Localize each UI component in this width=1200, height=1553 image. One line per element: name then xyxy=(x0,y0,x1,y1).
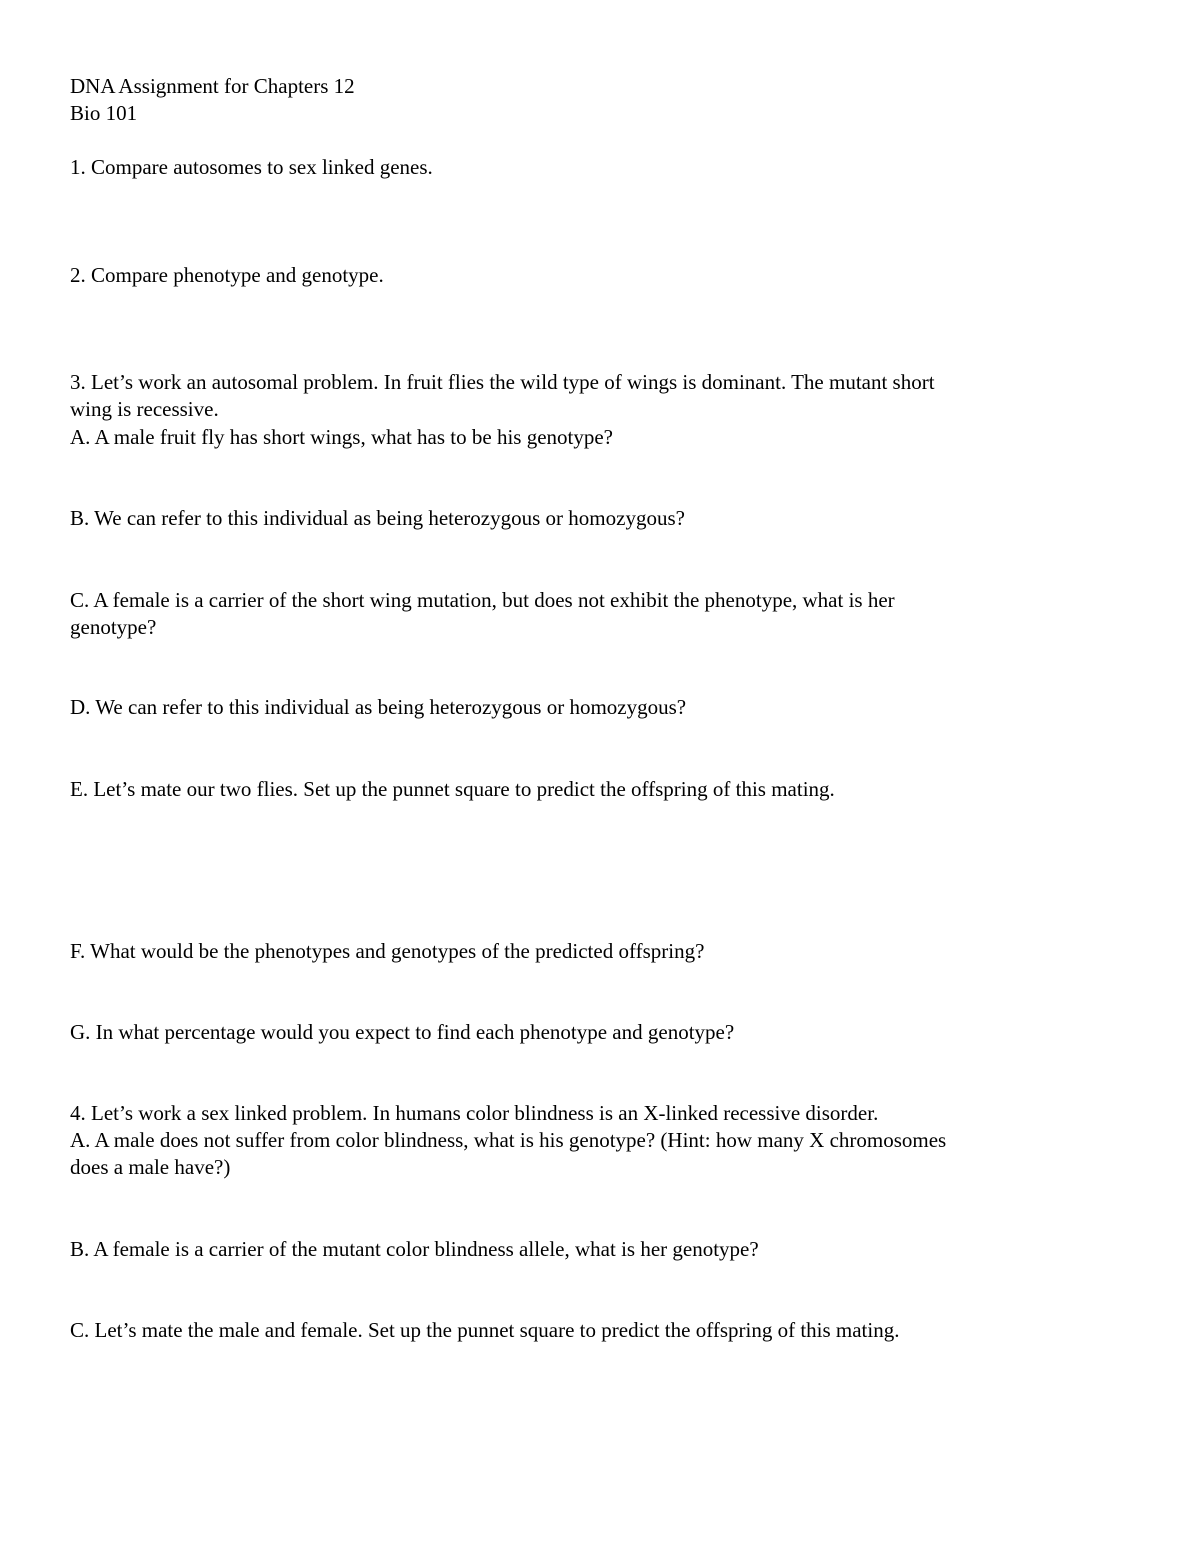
question-3c: C. A female is a carrier of the short wing mutation, but does not exhibit the phenotype, what is her xyxy=(70,588,895,612)
question-4b: B. A female is a carrier of the mutant color blindness allele, what is her genotype? xyxy=(70,1237,759,1261)
question-4a-cont: does a male have?) xyxy=(70,1155,231,1179)
question-4-intro: 4. Let’s work a sex linked problem. In humans color blindness is an X-linked recessive disorder. xyxy=(70,1101,879,1125)
question-4a: A. A male does not suffer from color blindness, what is his genotype? (Hint: how many X chromosomes xyxy=(70,1128,947,1152)
question-3g: G. In what percentage would you expect to find each phenotype and genotype? xyxy=(70,1020,735,1044)
question-3d: D. We can refer to this individual as being heterozygous or homozygous? xyxy=(70,695,687,719)
question-3c-cont: genotype? xyxy=(70,615,157,639)
question-3-intro: 3. Let’s work an autosomal problem. In fruit flies the wild type of wings is dominant. The mutant short xyxy=(70,370,935,394)
question-3e: E. Let’s mate our two flies. Set up the punnet square to predict the offspring of this mating. xyxy=(70,777,835,801)
question-3a: A. A male fruit fly has short wings, what has to be his genotype? xyxy=(70,425,613,449)
document-title: DNA Assignment for Chapters 12 xyxy=(70,74,355,98)
question-4c: C. Let’s mate the male and female. Set up the punnet square to predict the offspring of this mating. xyxy=(70,1318,900,1342)
question-3b: B. We can refer to this individual as being heterozygous or homozygous? xyxy=(70,506,685,530)
course-name: Bio 101 xyxy=(70,101,138,125)
question-3-intro-cont: wing is recessive. xyxy=(70,397,219,421)
question-1: 1. Compare autosomes to sex linked genes. xyxy=(70,155,433,179)
question-3f: F. What would be the phenotypes and genotypes of the predicted offspring? xyxy=(70,939,705,963)
question-2: 2. Compare phenotype and genotype. xyxy=(70,263,384,287)
